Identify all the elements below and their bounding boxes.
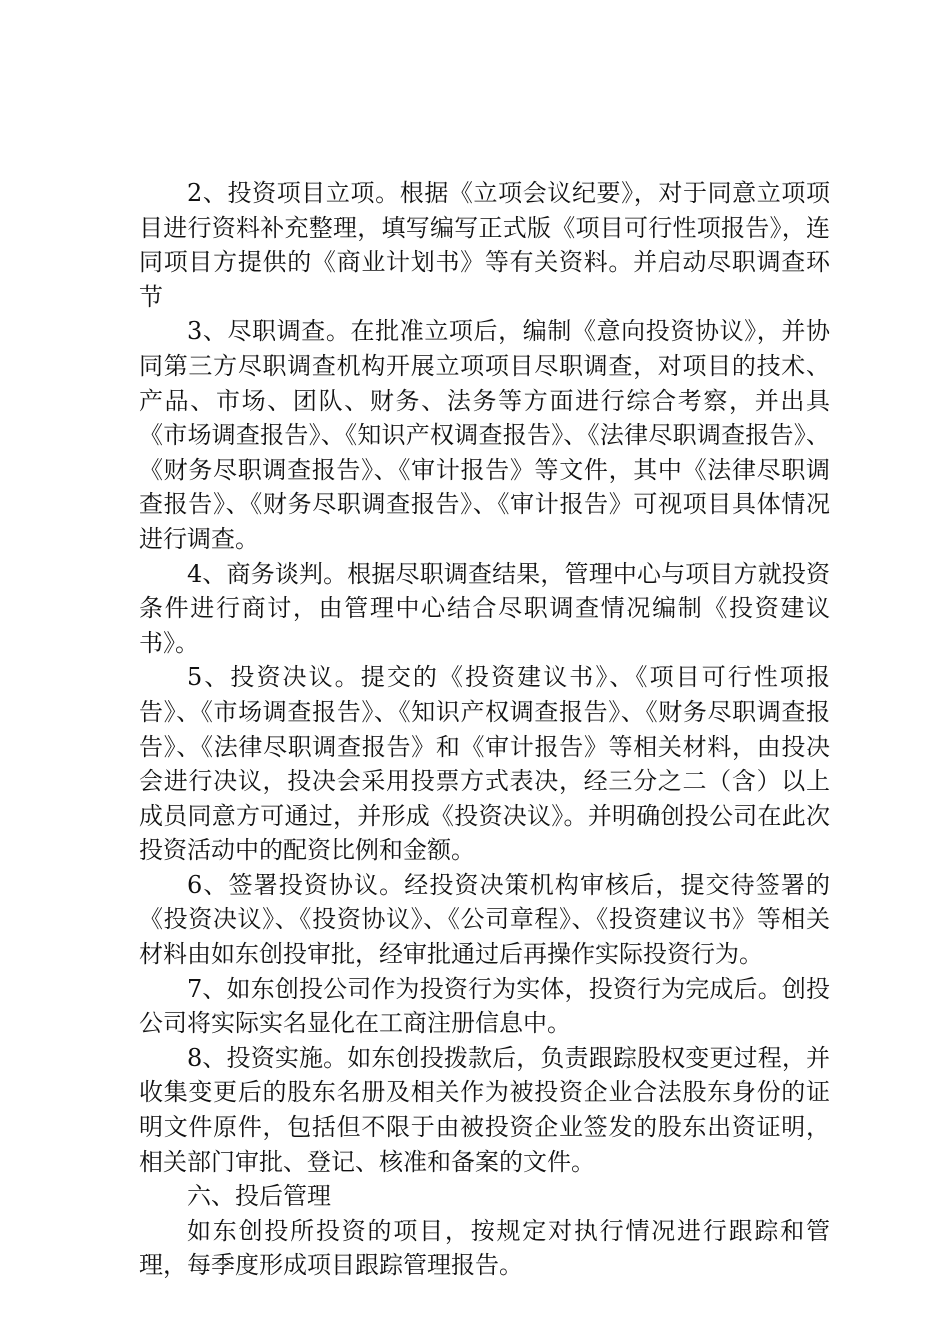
paragraph-investment-entity: 7、如东创投公司作为投资行为实体，投资行为完成后。创投公司将实际实名显化在工商注册信息中。 (139, 974, 830, 1038)
section-heading-post-investment: 六、投后管理 (187, 1182, 331, 1211)
paragraph-business-negotiation: 4、商务谈判。根据尽职调查结果，管理中心与项目方就投资条件进行商讨，由管理中心结合尽职调查情况编制《投资建议书》。 (139, 559, 830, 657)
paragraph-project-approval: 2、投资项目立项。根据《立项会议纪要》，对于同意立项项目进行资料补充整理，填写编写正式版《项目可行性项报告》，连同项目方提供的《商业计划书》等有关资料。并启动尽职调查环节 (139, 179, 830, 311)
paragraph-due-diligence: 3、尽职调查。在批准立项后，编制《意向投资协议》，并协同第三方尽职调查机构开展立项项目尽职调查，对项目的技术、产品、市场、团队、财务、法务等方面进行综合考察，并出具《市场调查报告》、《知识产权调查报告》、《法律尽职调查报告》、《财务尽职调查报告》、《审计报告》等文件，其中《法律尽职调查报告》、《财务尽职调查报告》、《审计报告》可视项目具体情况进行调查。 (139, 317, 830, 553)
paragraph-sign-agreement: 6、签署投资协议。经投资决策机构审核后，提交待签署的《投资决议》、《投资协议》、《公司章程》、《投资建议书》等相关材料由如东创投审批，经审批通过后再操作实际投资行为。 (139, 870, 830, 969)
paragraph-investment-resolution: 5、投资决议。提交的《投资建议书》、《项目可行性项报告》、《市场调查报告》、《知识产权调查报告》、《财务尽职调查报告》、《法律尽职调查报告》和《审计报告》等相关材料，由投决会进行决议，投决会采用投票方式表决，经三分之二（含）以上成员同意方可通过，并形成《投资决议》。并明确创投公司在此次投资活动中的配资比例和金额。 (139, 663, 830, 865)
paragraph-investment-implementation: 8、投资实施。如东创投拨款后，负责跟踪股权变更过程，并收集变更后的股东名册及相关作为被投资企业合法股东身份的证明文件原件，包括但不限于由被投资企业签发的股东出资证明，相关部门审批、登记、核准和备案的文件。 (139, 1043, 830, 1176)
document-body (139, 176, 830, 1283)
paragraph-post-investment-management: 如东创投所投资的项目，按规定对执行情况进行跟踪和管理，每季度形成项目跟踪管理报告。 (139, 1216, 830, 1280)
